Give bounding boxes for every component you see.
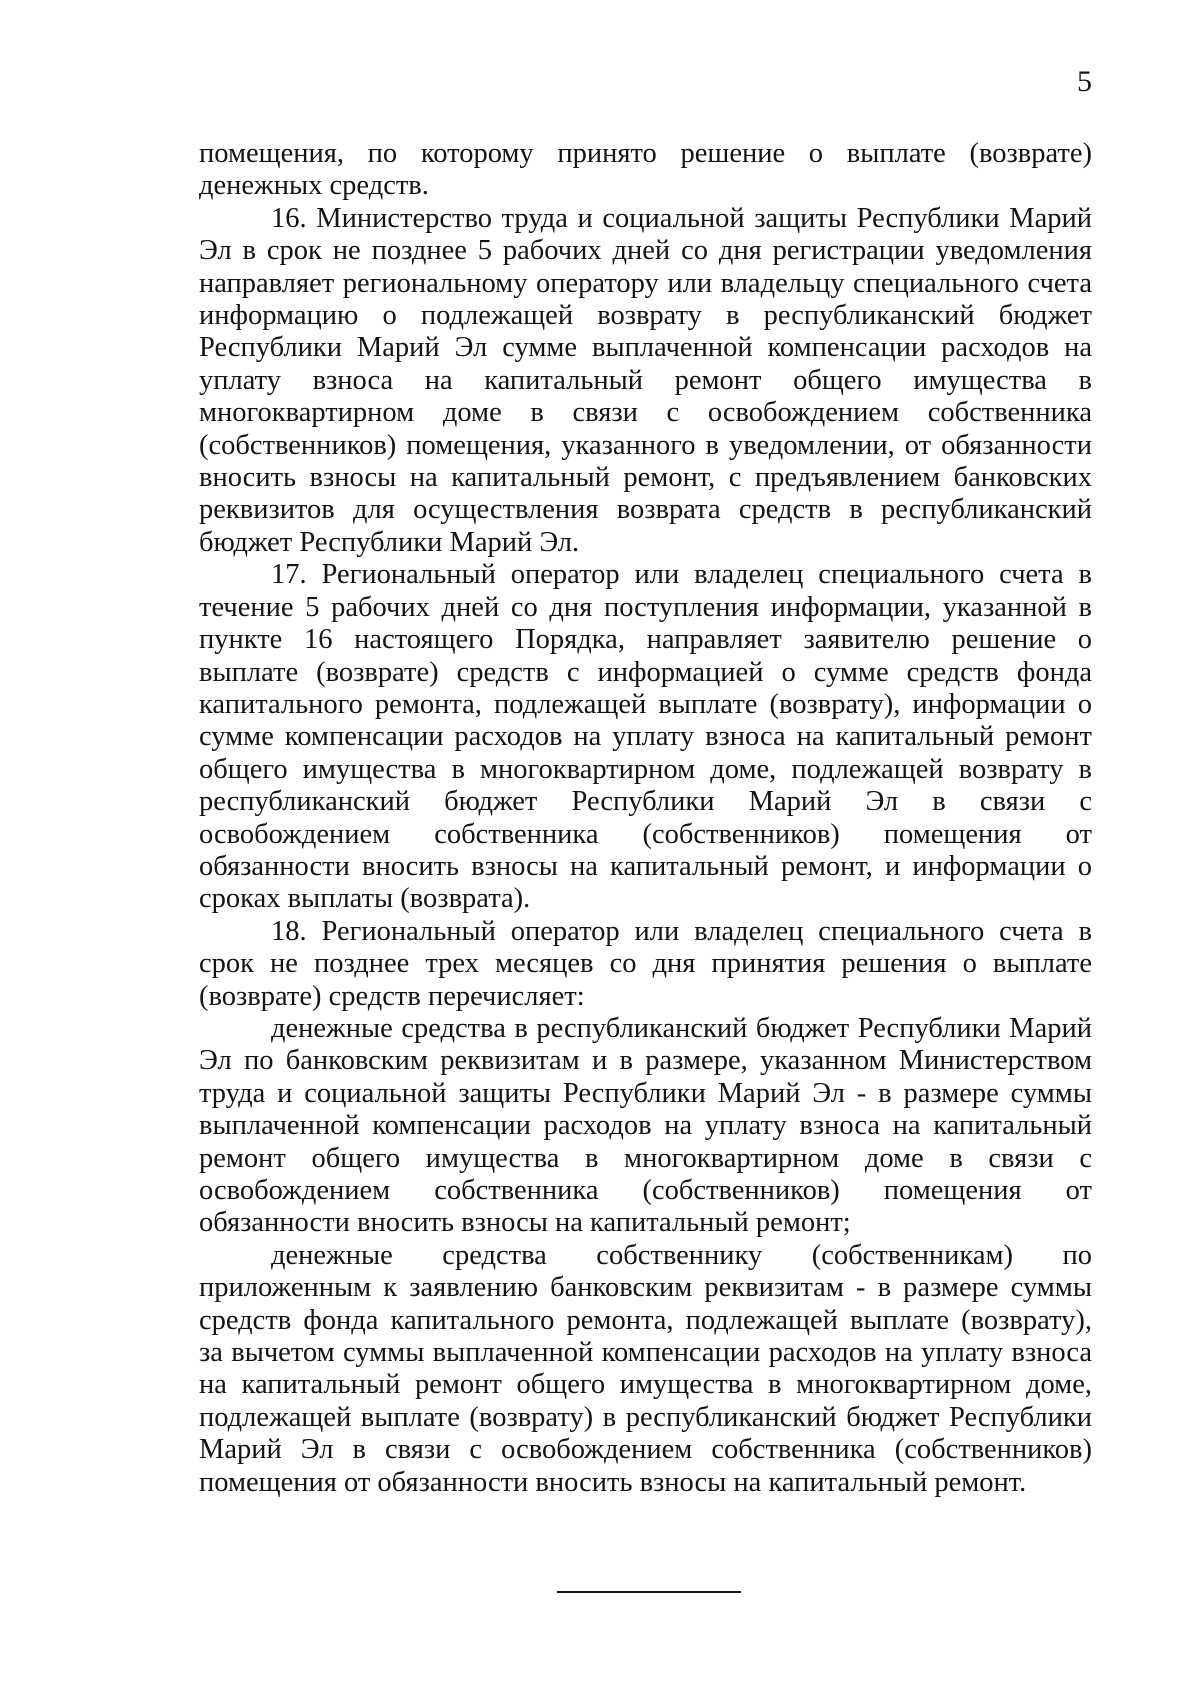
paragraph-item-17: 17. Региональный оператор или владелец специального счета в течение 5 рабочих дней со дня поступления информации, указанной в пункте 16 настоящего Порядка, направляет заявителю решение о выплате (возврате) средств с информацией о сумме средств фонда капитального ремонта, подлежащей выплате (возврату), информации о сумме компенсации расходов на уплату взноса на капитальный ремонт общего имущества в многоквартирном доме, подлежащей возврату в республиканский бюджет Республики Марий Эл в связи с освобождением собственника (собственников) помещения от обязанности вносить взносы на капитальный ремонт, и информации о сроках выплаты (возврата). (199, 559, 1092, 915)
paragraph-transfer-to-budget: денежные средства в республиканский бюджет Республики Марий Эл по банковским реквизитам и в размере, указанном Министерством труда и социальной защиты Республики Марий Эл - в размере суммы выплаченной компенсации расходов на уплату взноса на капитальный ремонт общего имущества в многоквартирном доме в связи с освобождением собственника (собственников) помещения от обязанности вносить взносы на капитальный ремонт; (199, 1012, 1092, 1239)
end-of-document-rule (557, 1591, 741, 1593)
document-body (199, 138, 1092, 1499)
paragraph-item-18: 18. Региональный оператор или владелец специального счета в срок не позднее трех месяцев со дня принятия решения о выплате (возврате) средств перечисляет: (199, 915, 1092, 1012)
paragraph-transfer-to-owner: денежные средства собственнику (собственникам) по приложенным к заявлению банковским реквизитам - в размере суммы средств фонда капитального ремонта, подлежащей выплате (возврату), за вычетом суммы выплаченной компенсации расходов на уплату взноса на капитальный ремонт общего имущества в многоквартирном доме, подлежащей выплате (возврату) в республиканский бюджет Республики Марий Эл в связи с освобождением собственника (собственников) помещения от обязанности вносить взносы на капитальный ремонт. (199, 1239, 1092, 1498)
paragraph-continuation: помещения, по которому принято решение о выплате (возврате) денежных средств. (199, 138, 1092, 202)
page-number: 5 (1077, 65, 1092, 98)
paragraph-item-16: 16. Министерство труда и социальной защиты Республики Марий Эл в срок не позднее 5 рабочих дней со дня регистрации уведомления направляет региональному оператору или владельцу специального счета информацию о подлежащей возврату в республиканский бюджет Республики Марий Эл сумме выплаченной компенсации расходов на уплату взноса на капитальный ремонт общего имущества в многоквартирном доме в связи с освобождением собственника (собственников) помещения, указанного в уведомлении, от обязанности вносить взносы на капитальный ремонт, с предъявлением банковских реквизитов для осуществления возврата средств в республиканский бюджет Республики Марий Эл. (199, 202, 1092, 558)
